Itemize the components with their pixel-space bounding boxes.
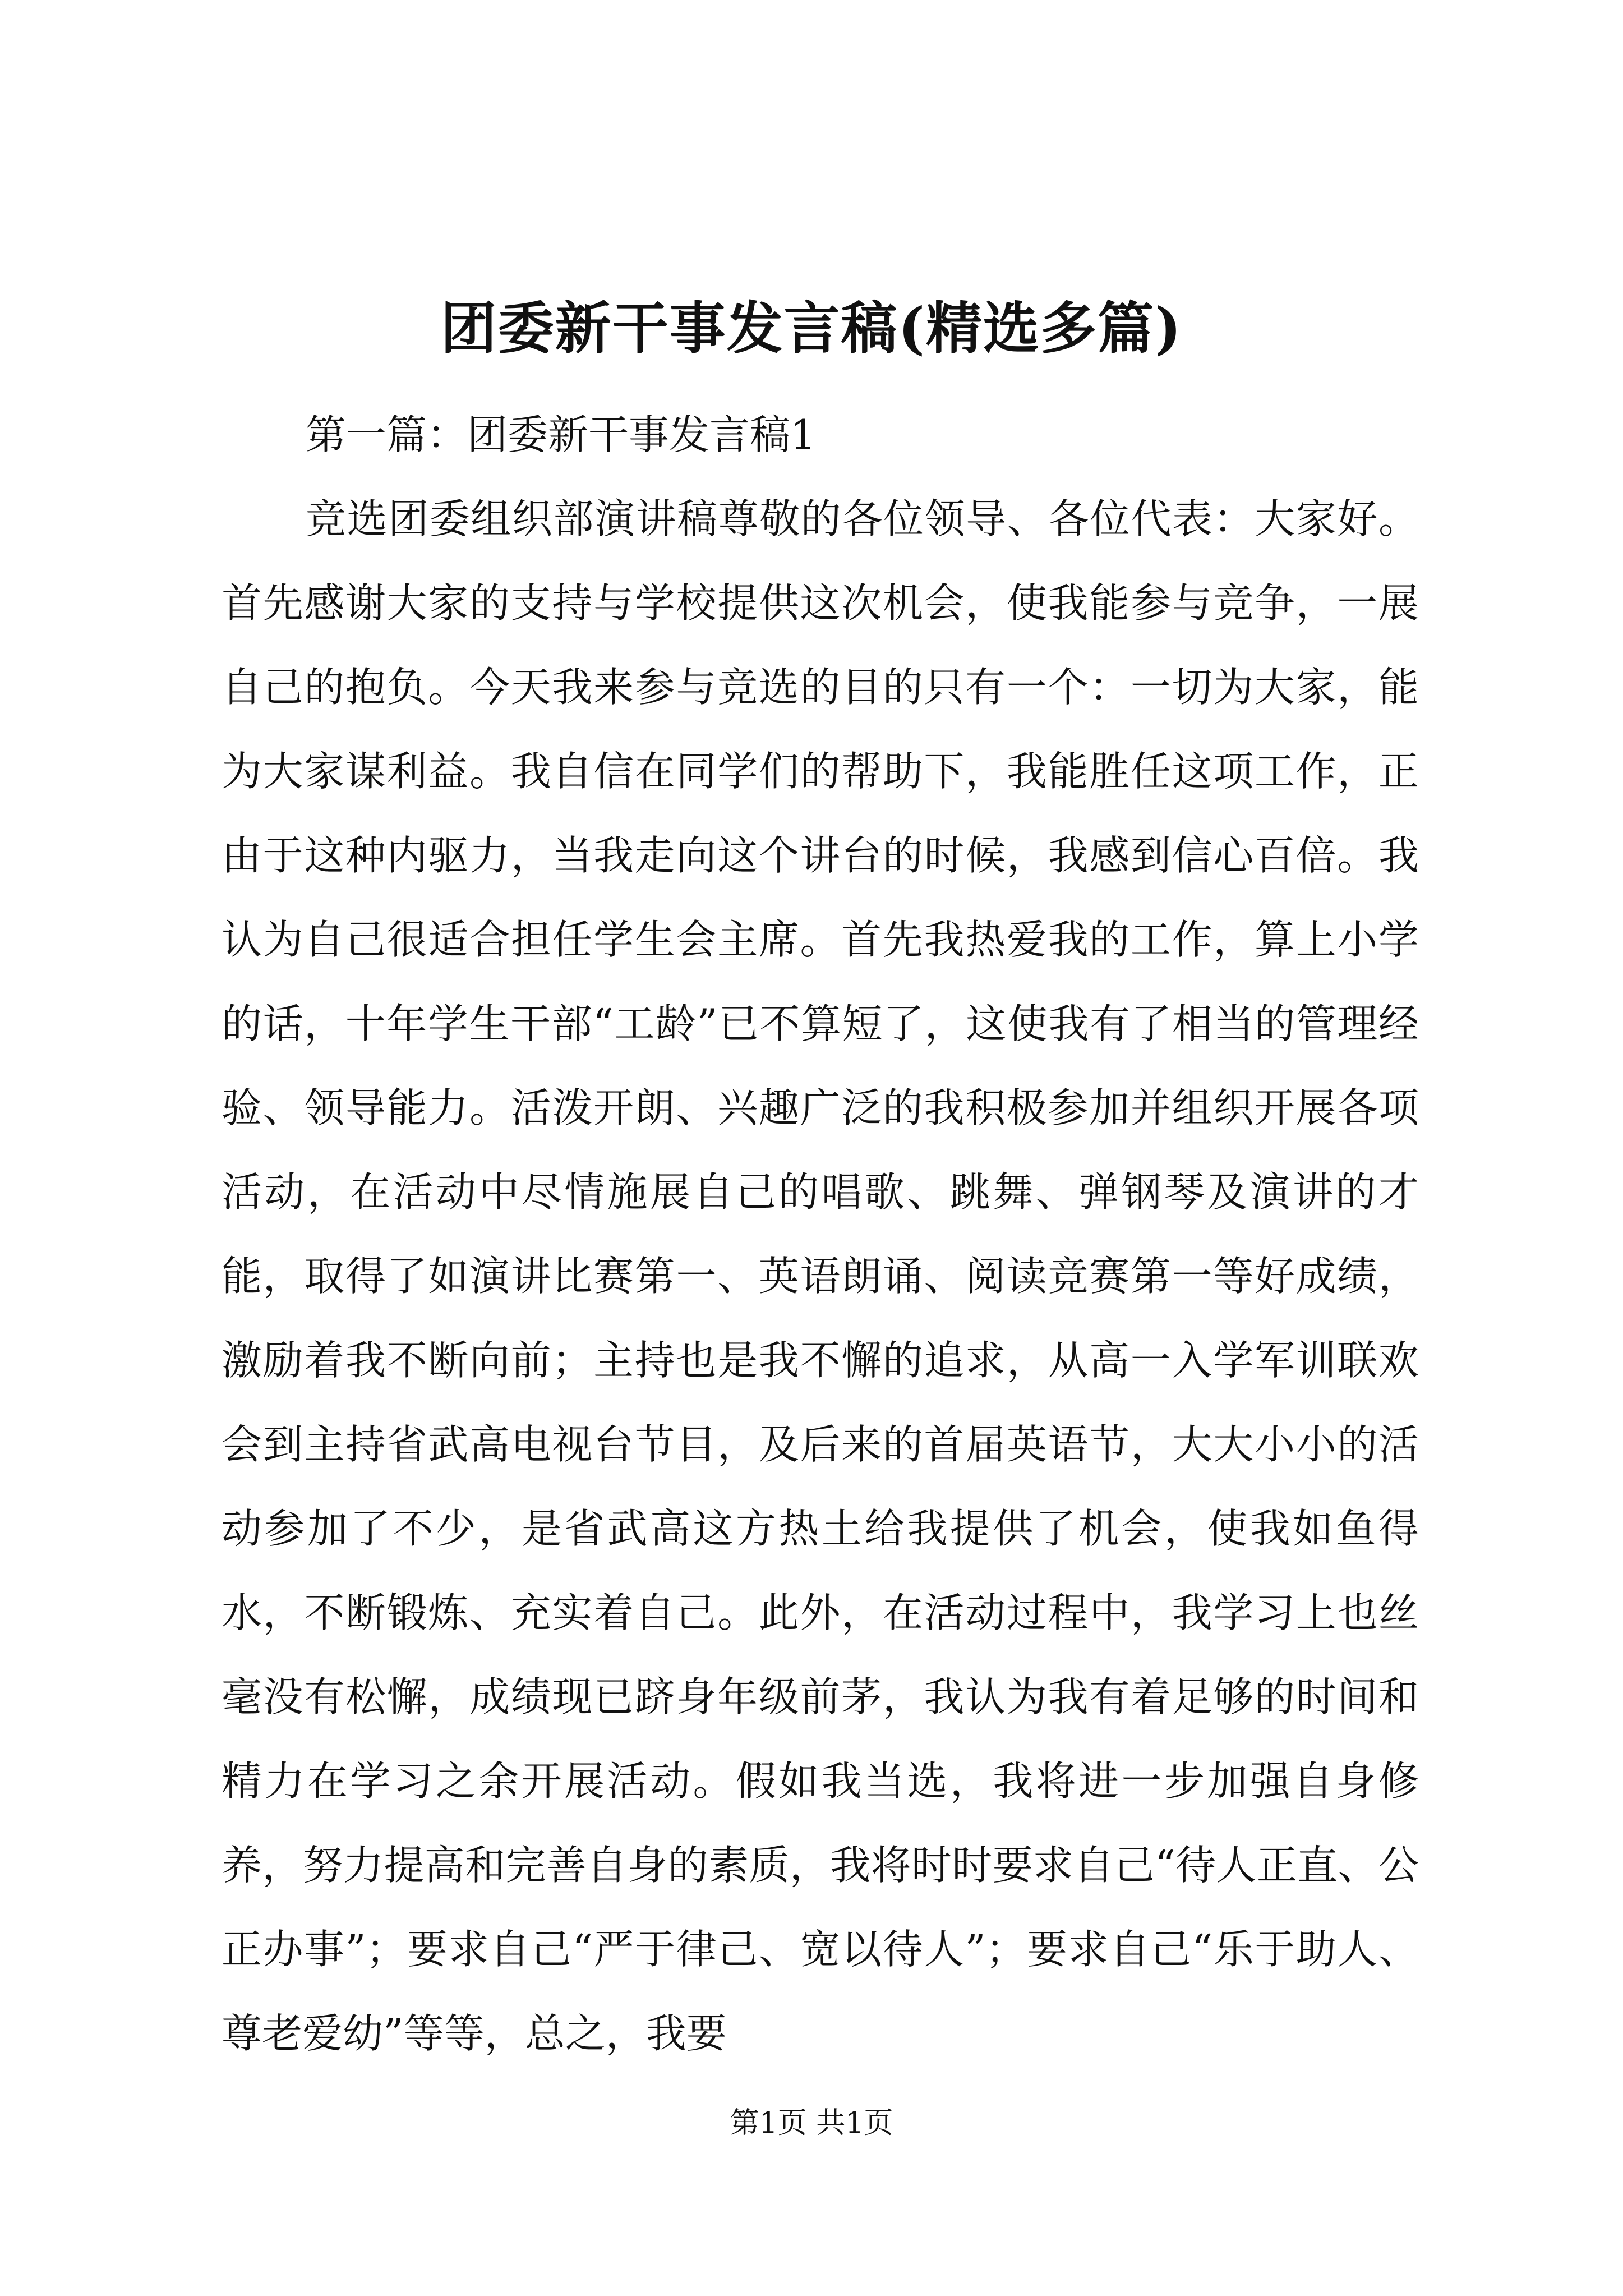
document-body <box>222 393 1419 2076</box>
section-heading: 第一篇：团委新干事发言稿1 <box>306 411 816 458</box>
page-footer: 第1页 共1页 <box>730 2106 893 2140</box>
body-paragraph: 竞选团委组织部演讲稿尊敬的各位领导、各位代表：大家好。首先感谢大家的支持与学校提供这次机会，使我能参与竞争，一展自己的抱负。今天我来参与竞选的目的只有一个：一切为大家，能为大家谋利益。我自信在同学们的帮助下，我能胜任这项工作，正由于这种内驱力，当我走向这个讲台的时候，我感到信心百倍。我认为自己很适合担任学生会主席。首先我热爱我的工作，算上小学的话，十年学生干部“工龄”已不算短了，这使我有了相当的管理经验、领导能力。活泼开朗、兴趣广泛的我积极参加并组织开展各项活动，在活动中尽情施展自己的唱歌、跳舞、弹钢琴及演讲的才能，取得了如演讲比赛第一、英语朗诵、阅读竞赛第一等好成绩，激励着我不断向前；主持也是我不懈的追求，从高一入学军训联欢会到主持省武高电视台节目，及后来的首届英语节，大大小小的活动参加了不少，是省武高这方热土给我提供了机会，使我如鱼得水，不断锻炼、充实着自己。此外，在活动过程中，我学习上也丝毫没有松懈，成绩现已跻身年级前茅，我认为我有着足够的时间和精力在学习之余开展活动。假如我当选，我将进一步加强自身修养，努力提高和完善自身的素质，我将时时要求自己“待人正直、公正办事”；要求自己“严于律己、宽以待人”；要求自己“乐于助人、尊老爱幼”等等，总之，我要 <box>222 495 1419 2057</box>
document-title: 团委新干事发言稿(精选多篇) <box>440 295 1183 361</box>
